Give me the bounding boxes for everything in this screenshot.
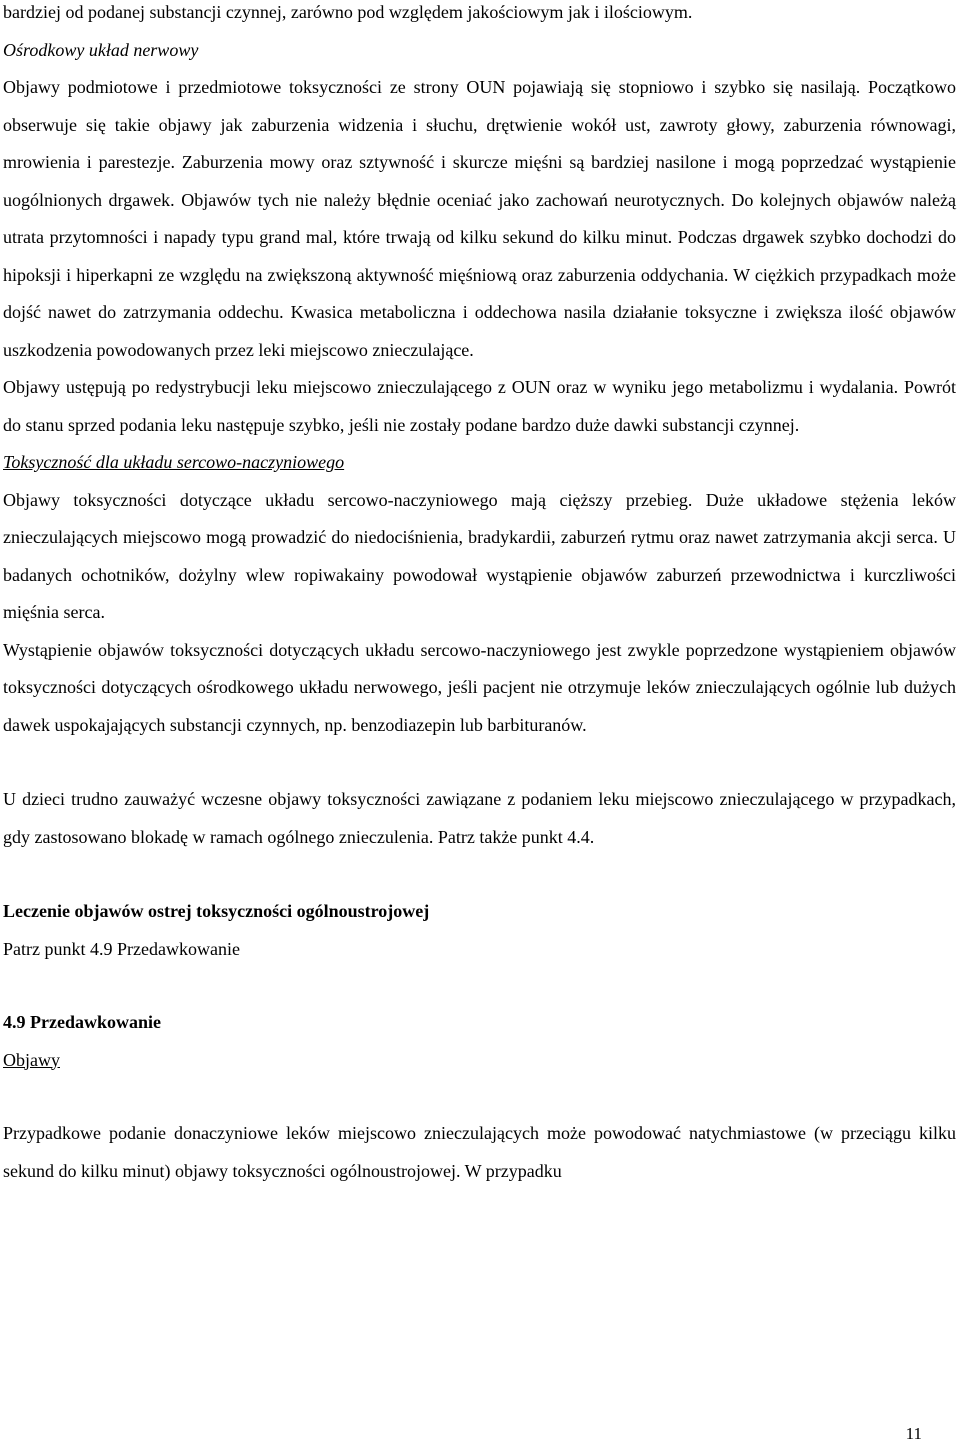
heading-overdose: 4.9 Przedawkowanie (3, 1012, 161, 1032)
document-page (3, 0, 956, 1190)
paragraph-children: U dzieci trudno zauważyć wczesne objawy toksyczności zawiązane z podaniem leku miejscowo znieczulającego w przypadkach, gdy zastosowano blokadę w ramach ogólnego znieczulenia. Patrz także punkt 4.4. (3, 789, 956, 847)
paragraph-cns-symptoms: Objawy podmiotowe i przedmiotowe toksyczności ze strony OUN pojawiają się stopniowo i szybko się nasilają. Początkowo obserwuje się takie objawy jak zaburzenia widzenia i słuchu, drętwienie wokół ust, zawroty głowy, zaburzenia równowagi, mrowienia i parestezje. Zaburzenia mowy oraz sztywność i skurcze mięśni są bardziej nasilone i mogą poprzedzać wystąpienie uogólnionych drgawek. Objawów tych nie należy błędnie oceniać jako zachowań neurotycznych. Do kolejnych objawów należą utrata przytomności i napady typu grand mal, które trwają od kilku sekund do kilku minut. Podczas drgawek szybko dochodzi do hipoksji i hiperkapni ze względu na zwiększoną aktywność mięśniową oraz zaburzenia oddychania. W ciężkich przypadkach może dojść nawet do zatrzymania oddechu. Kwasica metaboliczna i oddechowa nasila działanie toksyczne i zwiększa ilość objawów uszkodzenia powodowanych przez leki miejscowo znieczulające. (3, 77, 956, 360)
page-number: 11 (905, 1424, 922, 1443)
paragraph-cardiovascular-symptoms: Objawy toksyczności dotyczące układu sercowo-naczyniowego mają cięższy przebieg. Duże układowe stężenia leków znieczulających miejscowo mogą prowadzić do niedociśnienia, bradykardii, zaburzeń rytmu oraz nawet zatrzymania akcji serca. U badanych ochotników, dożylny wlew ropiwakainy powodował wystąpienie objawów zaburzeń przewodnictwa i kurczliwości mięśnia serca. (3, 489, 956, 622)
paragraph-see-section: Patrz punkt 4.9 Przedawkowanie (3, 938, 240, 959)
subheading-cns: Ośrodkowy układ nerwowy (3, 39, 199, 60)
paragraph-continuation: bardziej od podanej substancji czynnej, zarówno pod względem jakościowym jak i ilościowym. (3, 2, 693, 22)
paragraph-overdose-intro: Przypadkowe podanie donaczyniowe leków miejscowo znieczulających może powodować natychmiastowe (w przeciągu kilku sekund do kilku minut) objawy toksyczności ogólnoustrojowej. W przypadku (3, 1123, 956, 1181)
paragraph-cns-resolution: Objawy ustępują po redystrybucji leku miejscowo znieczulającego z OUN oraz w wyniku jego metabolizmu i wydalania. Powrót do stanu sprzed podania leku następuje szybko, jeśli nie zostały podane bardzo duże dawki substancji czynnej. (3, 377, 956, 435)
subheading-cardiovascular: Toksyczność dla układu sercowo-naczyniowego (3, 452, 345, 472)
subheading-symptoms: Objawy (3, 1049, 60, 1070)
paragraph-cardiovascular-onset: Wystąpienie objawów toksyczności dotyczących układu sercowo-naczyniowego jest zwykle poprzedzone wystąpieniem objawów toksyczności dotyczących ośrodkowego układu nerwowego, jeśli pacjent nie otrzymuje leków znieczulających ogólnie lub dużych dawek uspokajających substancji czynnych, np. benzodiazepin lub barbituranów. (3, 639, 956, 735)
heading-treatment: Leczenie objawów ostrej toksyczności ogólnoustrojowej (3, 901, 430, 921)
